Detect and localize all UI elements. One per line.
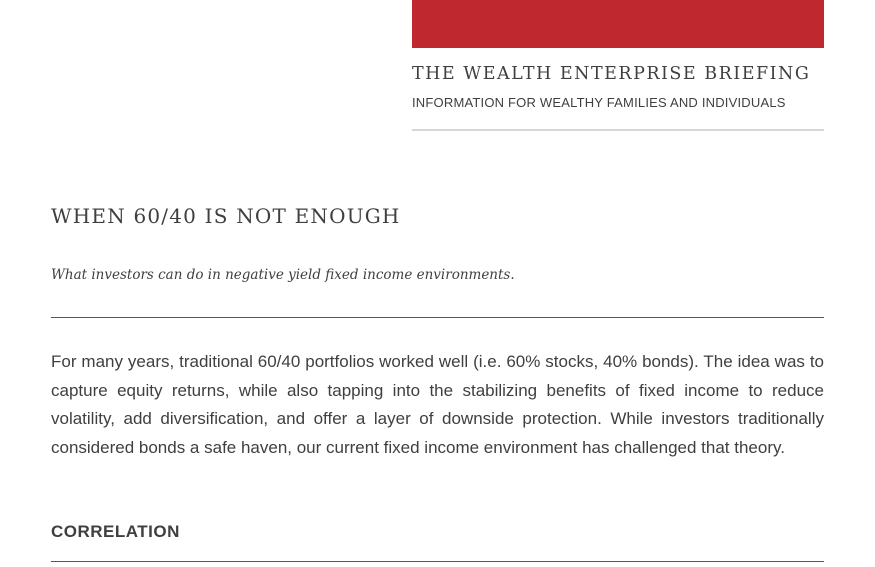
article-subtitle: What investors can do in negative yield fixed income environments.	[51, 267, 515, 283]
title-divider	[51, 317, 824, 318]
publication-subtitle: INFORMATION FOR WEALTHY FAMILIES AND INDIVIDUALS	[412, 95, 786, 110]
publication-title: THE WEALTH ENTERPRISE BRIEFING	[412, 64, 811, 84]
article-body-paragraph: For many years, traditional 60/40 portfolios worked well (i.e. 60% stocks, 40% bonds). The idea was to capture equity returns, while also tapping into the stabilizing benefits of fixed income to reduce volatility, add diversification, and offer a layer of downside protection. While investors traditionally considered bonds a safe haven, our current fixed income environment has challenged that theory.	[51, 352, 824, 457]
section-heading: CORRELATION	[51, 522, 180, 541]
brand-color-bar	[412, 0, 824, 48]
article-title: WHEN 60/40 IS NOT ENOUGH	[51, 204, 401, 228]
header-divider	[412, 129, 824, 131]
section-divider	[51, 561, 824, 562]
